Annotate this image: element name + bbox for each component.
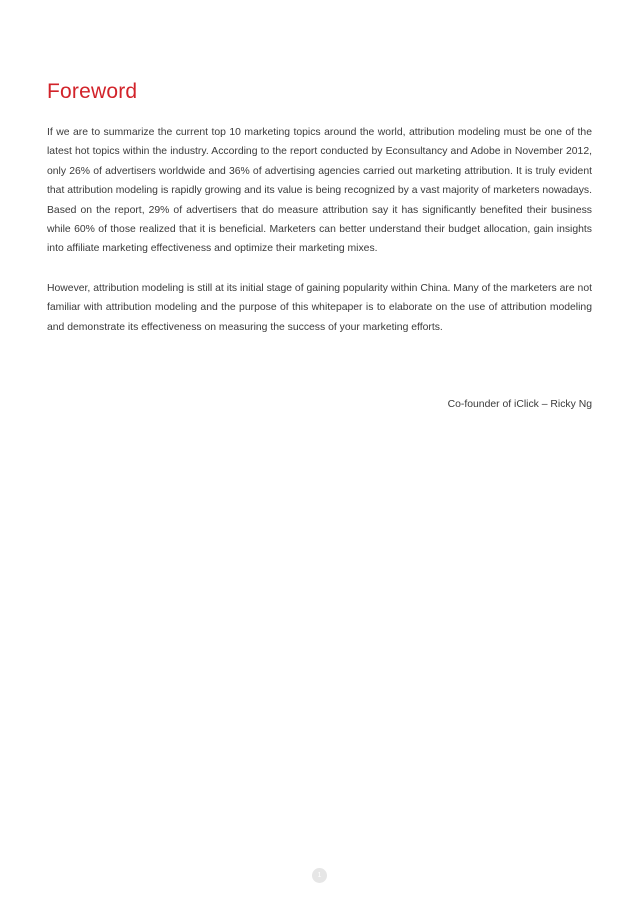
page-title: Foreword bbox=[47, 80, 138, 103]
page-number-badge: 1 bbox=[312, 868, 327, 883]
signature: Co-founder of iClick – Ricky Ng bbox=[447, 399, 592, 410]
paragraph-1: If we are to summarize the current top 10 marketing topics around the world, attribution modeling must be one of the latest hot topics within the industry. According to the report conducted by Econsultancy and Adobe in November 2012, only 26% of advertisers worldwide and 36% of advertising agencies carried out marketing attribution. It is truly evident that attribution modeling is rapidly growing and its value is being recognized by a vast majority of marketers nowadays. Based on the report, 29% of advertisers that do measure attribution say it has significantly benefited their business while 60% of those realized that it is beneficial. Marketers can better understand their budget allocation, gain insights into affiliate marketing effectiveness and optimize their marketing mixes. bbox=[47, 127, 592, 255]
paragraph-2: However, attribution modeling is still at its initial stage of gaining popularity within China. Many of the marketers are not familiar with attribution modeling and the purpose of this whitepaper is to elaborate on the use of attribution modeling and demonstrate its effectiveness on measuring the success of your marketing efforts. bbox=[47, 283, 592, 333]
